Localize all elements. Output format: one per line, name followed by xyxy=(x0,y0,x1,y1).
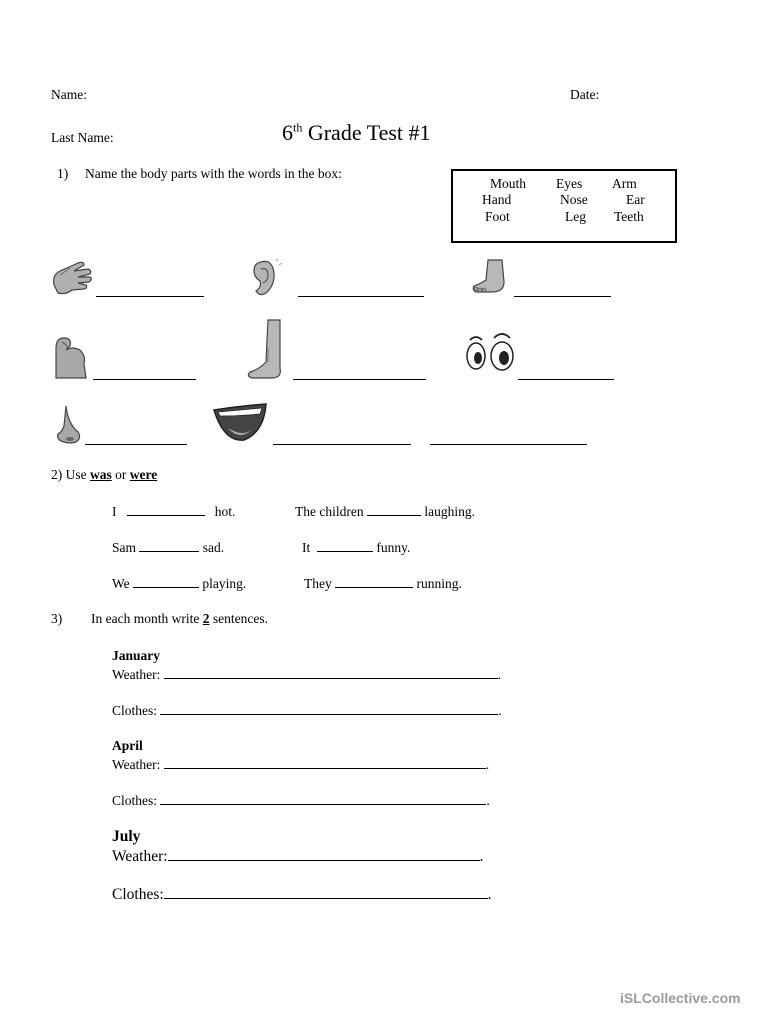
mouth-icon xyxy=(210,402,270,446)
month-april: April xyxy=(112,738,143,753)
blank-5[interactable] xyxy=(133,575,199,588)
section1-instruction: Name the body parts with the words in the box: xyxy=(85,166,342,181)
word-mouth: Mouth xyxy=(490,176,527,191)
january-clothes: Clothes: . xyxy=(112,703,502,718)
hand-icon xyxy=(48,255,96,299)
answer-line-2[interactable] xyxy=(298,296,424,297)
word-nose: Nose xyxy=(560,192,588,207)
ear-icon xyxy=(248,257,284,299)
month-january: January xyxy=(112,648,161,663)
blank-4[interactable] xyxy=(317,539,373,552)
answer-line-4[interactable] xyxy=(93,379,196,380)
january-weather-line[interactable] xyxy=(164,666,498,679)
word-teeth: Teeth xyxy=(614,209,644,224)
sentence-4: It funny. xyxy=(302,540,411,555)
page-title: 6th Grade Test #1 xyxy=(282,120,431,145)
sentence-5: We playing. xyxy=(112,576,247,591)
nose-icon xyxy=(52,404,86,446)
sentence-6: They running. xyxy=(304,576,462,591)
month-july: July xyxy=(112,828,141,845)
section3-number: 3) xyxy=(51,611,63,626)
answer-line-7[interactable] xyxy=(85,444,187,445)
word-arm: Arm xyxy=(612,176,637,191)
sentence-1: I hot. xyxy=(112,504,236,519)
answer-line-9[interactable] xyxy=(430,444,587,445)
blank-3[interactable] xyxy=(139,539,199,552)
foot-icon xyxy=(470,258,512,296)
blank-6[interactable] xyxy=(335,575,413,588)
arm-icon xyxy=(50,334,92,382)
word-ear: Ear xyxy=(626,192,645,207)
word-hand: Hand xyxy=(482,192,512,207)
eyes-icon xyxy=(462,328,520,378)
answer-line-1[interactable] xyxy=(96,296,204,297)
section2-heading: 2) Use was or were xyxy=(51,467,158,482)
word-leg: Leg xyxy=(565,209,586,224)
july-weather-line[interactable] xyxy=(168,848,480,861)
name-label: Name: xyxy=(51,87,87,102)
january-clothes-line[interactable] xyxy=(160,702,498,715)
july-clothes-line[interactable] xyxy=(164,886,488,899)
blank-1[interactable] xyxy=(127,503,205,516)
answer-line-8[interactable] xyxy=(273,444,411,445)
july-weather: Weather: . xyxy=(112,848,484,865)
leg-icon xyxy=(246,318,294,382)
section3-instruction: In each month write 2 sentences. xyxy=(91,611,268,626)
date-label: Date: xyxy=(570,87,600,102)
word-eyes: Eyes xyxy=(556,176,583,191)
watermark: iSLCollective.com xyxy=(620,990,741,1006)
word-foot: Foot xyxy=(485,209,510,224)
last-name-label: Last Name: xyxy=(51,130,114,145)
answer-line-3[interactable] xyxy=(514,296,611,297)
april-weather: Weather: . xyxy=(112,757,490,772)
answer-line-5[interactable] xyxy=(293,379,426,380)
sentence-2: The children laughing. xyxy=(295,504,475,519)
sentence-3: Sam sad. xyxy=(112,540,225,555)
april-weather-line[interactable] xyxy=(164,756,486,769)
april-clothes-line[interactable] xyxy=(160,792,486,805)
april-clothes: Clothes: . xyxy=(112,793,490,808)
blank-2[interactable] xyxy=(367,503,421,516)
section1-number: 1) xyxy=(57,166,69,181)
january-weather: Weather: . xyxy=(112,667,502,682)
answer-line-6[interactable] xyxy=(518,379,614,380)
july-clothes: Clothes: . xyxy=(112,886,492,903)
